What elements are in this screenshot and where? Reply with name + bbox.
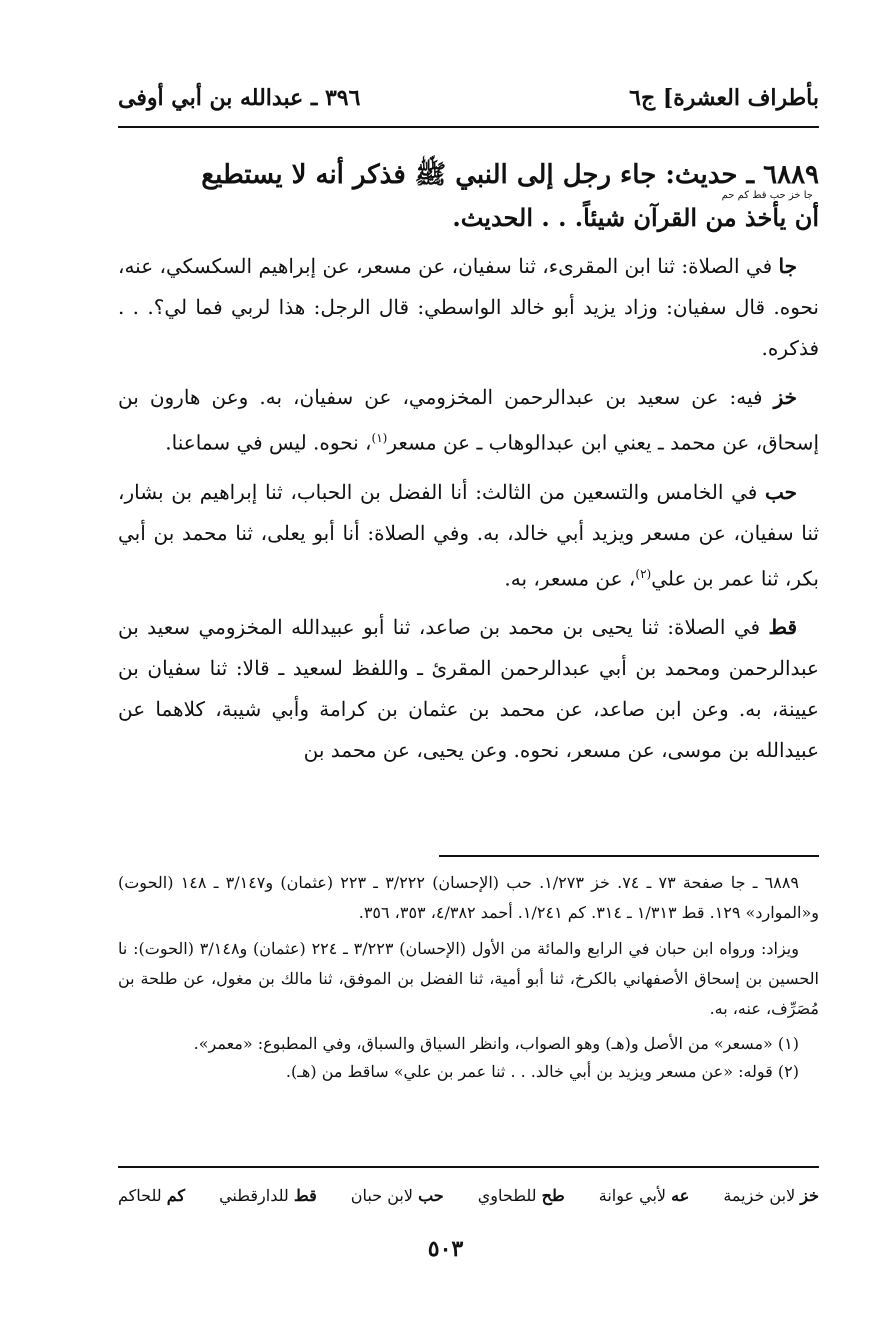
hadith-title: ٦٨٨٩ ـ حديث: جاء رجل إلى النبي ﷺ فذكر أنه لا يستطيع [201, 160, 819, 190]
source-code: خز [773, 385, 797, 409]
legend-item: خز لابن خزيمة [723, 1185, 819, 1205]
paragraph-khz [118, 377, 819, 464]
paragraph-ja [118, 246, 819, 369]
footnote-additions: ويزاد: ورواه ابن حبان في الرابع والمائة من الأول (الإحسان) ٣/٢٢٣ ـ ٢٢٤ (عثمان) و٣/١٤٨ (الحوت): نا الحسين بن إسحاق الأصفهاني بالكرخ، ثنا أبو أمية، ثنا الفضل بن الموفق، ثنا مالك بن مغول، عن طلحة بن مُصَرِّف، عنه، به. [118, 939, 819, 1018]
section-title: ٣٩٦ ـ عبدالله بن أبي أوفى [118, 85, 361, 111]
footnote-divider [439, 855, 819, 857]
header-divider [118, 126, 819, 128]
abbreviation-legend [118, 1180, 819, 1210]
legend-divider [118, 1166, 819, 1168]
footnotes [118, 868, 819, 1086]
paragraph-qt [118, 607, 819, 771]
footnote-ref-2: (٢) [635, 566, 652, 581]
hadith-continuation: أن يأخذ من القرآن شيئاً. . . الحديث. [452, 203, 819, 232]
paragraph-text: في الصلاة: ثنا ابن المقرىء، ثنا سفيان، عن مسعر، عن إبراهيم السكسكي، عنه، نحوه. قال سفيان: وزاد يزيد أبو خالد الواسطي: قال الرجل: هذا لربي فما لي؟. . . فذكره. [118, 254, 819, 360]
legend-item: حب لابن حبان [350, 1185, 444, 1205]
page-header [118, 80, 819, 116]
paragraph-hb [118, 472, 819, 600]
paragraph-text: في الخامس والتسعين من الثالث: أنا الفضل بن الحباب، ثنا إبراهيم بن بشار، ثنا سفيان، عن مسعر ويزيد أبي خالد، به. وفي الصلاة: أنا أبو يعلى، ثنا محمد بن أبي بكر، ثنا عمر بن علي [118, 479, 819, 591]
hadith-source-codes: جا خز حب قط كم حم [721, 190, 813, 201]
legend-item: قط للدارقطني [219, 1185, 317, 1205]
paragraph-text: فيه: عن سعيد بن عبدالرحمن المخزومي، عن سفيان، به. وعن هارون بن إسحاق، عن محمد ـ يعني ابن عبدالوهاب ـ عن مسعر [118, 385, 819, 455]
page-number: ٥٠٣ [427, 1236, 464, 1262]
paragraph-text-cont: ، نحوه. ليس في سماعنا. [165, 430, 372, 455]
book-title: بأطراف العشرة] ج٦ [629, 85, 819, 111]
editor-note-1: (١) «مسعر» من الأصل و(هـ) وهو الصواب، وانظر السياق والسباق، وفي المطبوع: «معمر». [193, 1034, 799, 1053]
editor-note-2: (٢) قوله: «عن مسعر ويزيد بن أبي خالد. . . ثنا عمر بن علي» ساقط من (هـ). [285, 1062, 799, 1081]
footnote-ref-1: (١) [371, 431, 388, 445]
legend-item: عه لأبي عوانة [598, 1185, 690, 1205]
footnote-references: ٦٨٨٩ ـ جا صفحة ٧٣ ـ ٧٤. خز ١/٢٧٣. حب (الإحسان) ٣/٢٢٢ ـ ٢٢٣ (عثمان) و٣/١٤٧ ـ ١٤٨ (الحوت) و«الموارد» ١٢٩. قط ١/٣١٣ ـ ٣١٤. كم ١/٢٤١. أحمد ٤/٣٨٢، ٣٥٣، ٣٥٦. [118, 873, 819, 922]
main-text [118, 160, 819, 779]
source-code: قط [768, 615, 798, 640]
legend-item: كم للحاكم [118, 1185, 186, 1205]
source-code: جا [778, 254, 797, 278]
paragraph-text: في الصلاة: ثنا يحيى بن محمد بن صاعد، ثنا أبو عبيدالله المخزومي سعيد بن عبدالرحمن ومحمد بن أبي عبدالرحمن المقرئ ـ واللفظ لسعيد ـ قالا: ثنا سفيان بن عيينة، به. وعن ابن صاعد، عن محمد بن عثمان بن كرامة وأبي شيبة، كلاهما عن عبيدالله بن موسى، عن مسعر، نحوه. وعن يحيى، عن محمد بن [118, 615, 819, 763]
paragraph-text-cont: ، عن مسعر، به. [504, 566, 636, 591]
source-code: حب [764, 479, 797, 504]
legend-item: طح للطحاوي [477, 1185, 565, 1205]
